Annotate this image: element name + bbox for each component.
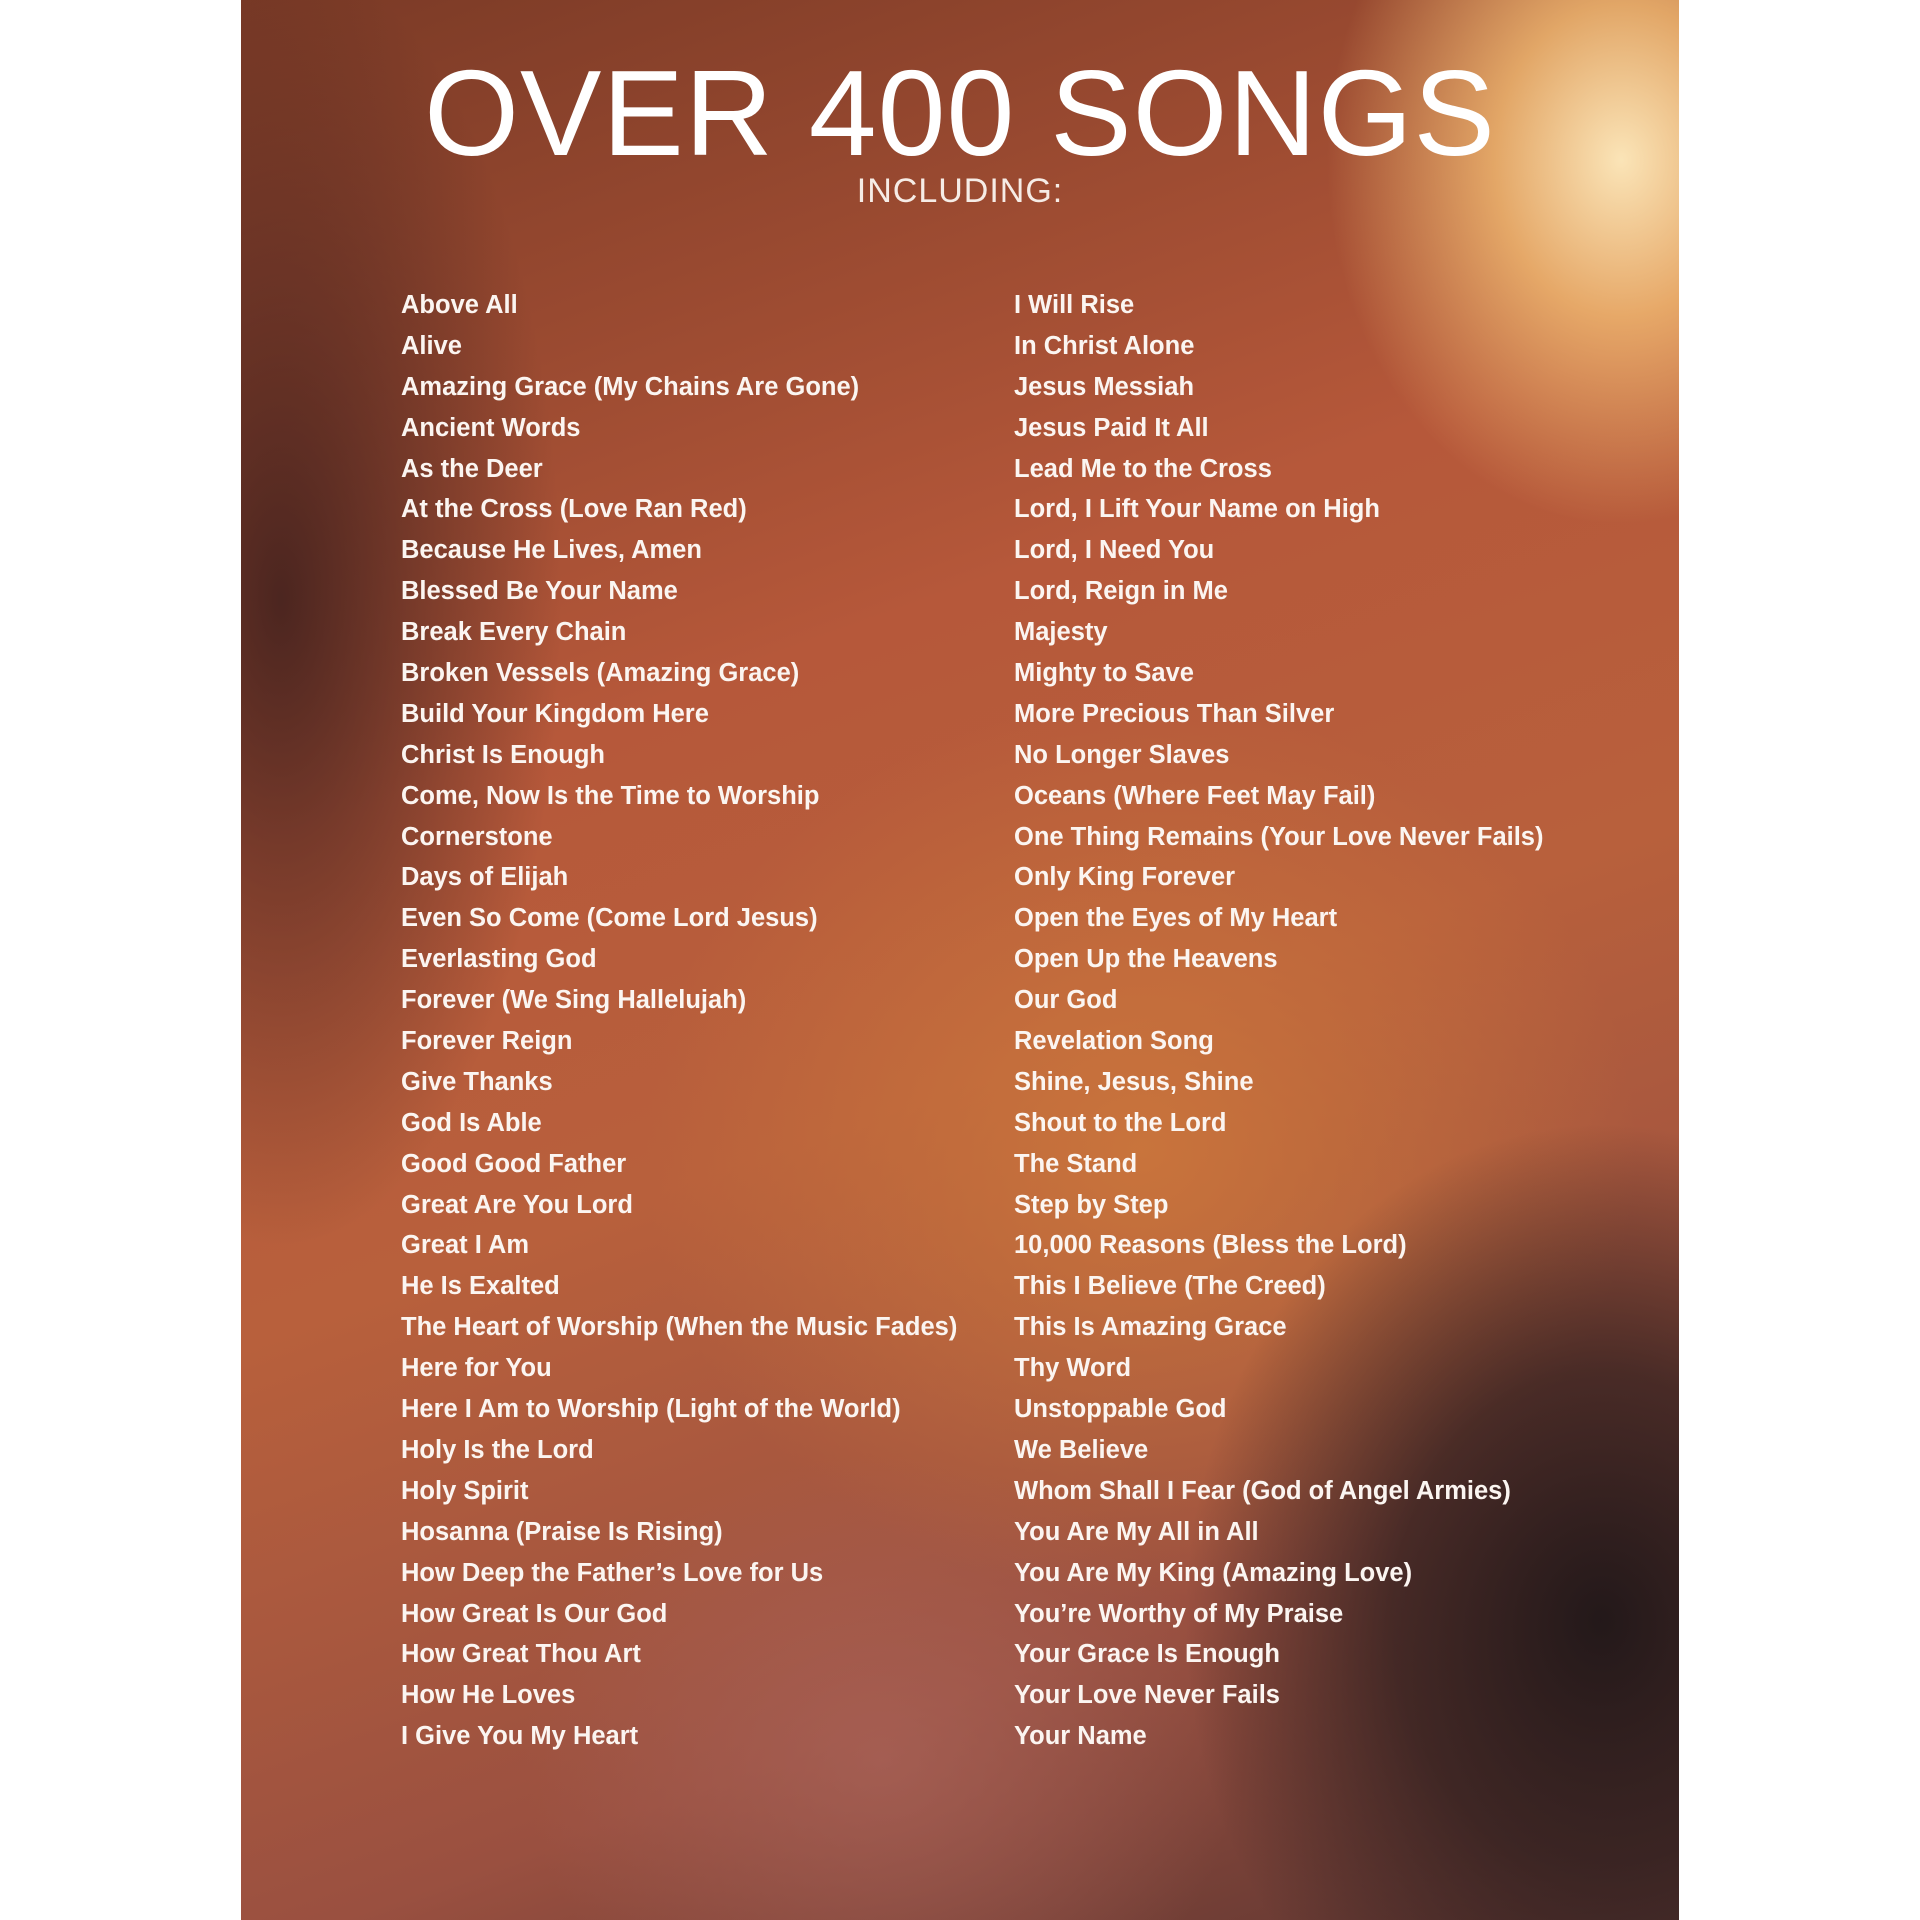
song-title: Break Every Chain (401, 618, 627, 647)
song-title: Christ Is Enough (401, 740, 605, 769)
song-list-page (241, 0, 1679, 1920)
song-title: Majesty (1014, 618, 1108, 647)
song-title: This Is Amazing Grace (1014, 1313, 1287, 1342)
song-title: Above All (401, 291, 518, 319)
song-title: Broken Vessels (Amazing Grace) (401, 659, 800, 688)
song-title: I Give You My Heart (401, 1722, 639, 1751)
page-title: OVER 400 SONGS (424, 45, 1496, 181)
song-title: Shine, Jesus, Shine (1014, 1067, 1254, 1096)
song-title: As the Deer (401, 454, 543, 483)
song-title: Your Grace Is Enough (1014, 1640, 1280, 1669)
song-title: At the Cross (Love Ran Red) (401, 495, 747, 524)
song-title: Lord, I Need You (1014, 536, 1215, 565)
song-title: Days of Elijah (401, 863, 569, 892)
song-title: Hosanna (Praise Is Rising) (401, 1517, 723, 1546)
song-title: More Precious Than Silver (1014, 699, 1335, 728)
song-title: God Is Able (401, 1108, 542, 1137)
song-title: How Great Is Our God (401, 1599, 668, 1628)
song-title: Holy Is the Lord (401, 1435, 594, 1464)
page-subtitle: INCLUDING: (856, 172, 1064, 210)
song-title: Your Name (1014, 1722, 1147, 1751)
song-title: Revelation Song (1014, 1027, 1214, 1056)
song-title: Because He Lives, Amen (401, 536, 702, 565)
song-title: One Thing Remains (Your Love Never Fails) (1014, 822, 1544, 851)
song-title: You Are My King (Amazing Love) (1014, 1558, 1413, 1587)
song-title: Blessed Be Your Name (401, 577, 678, 606)
song-title: How Deep the Father’s Love for Us (401, 1558, 824, 1587)
song-title: Open Up the Heavens (1014, 945, 1278, 974)
song-title: Ancient Words (401, 413, 581, 442)
song-title: Unstoppable God (1014, 1395, 1227, 1424)
song-title: Alive (401, 331, 462, 360)
song-title: This I Believe (The Creed) (1014, 1272, 1326, 1301)
song-title: Jesus Messiah (1014, 372, 1195, 401)
song-title: Your Love Never Fails (1014, 1681, 1280, 1710)
song-title: Our God (1014, 986, 1118, 1015)
song-title: Even So Come (Come Lord Jesus) (401, 904, 818, 933)
song-title: We Believe (1014, 1435, 1149, 1464)
song-title: Everlasting God (401, 945, 597, 974)
song-title: How Great Thou Art (401, 1640, 641, 1669)
song-title: Only King Forever (1014, 863, 1236, 892)
song-title: Give Thanks (401, 1067, 553, 1096)
song-title: Jesus Paid It All (1014, 413, 1209, 442)
song-title: Cornerstone (401, 822, 553, 851)
song-title: I Will Rise (1014, 291, 1135, 319)
song-title: Mighty to Save (1014, 659, 1194, 688)
song-title: Forever Reign (401, 1027, 573, 1056)
song-title: Lord, Reign in Me (1014, 577, 1228, 606)
song-title: The Heart of Worship (When the Music Fades) (401, 1313, 958, 1342)
song-title: Forever (We Sing Hallelujah) (401, 986, 747, 1015)
song-title: He Is Exalted (401, 1272, 560, 1301)
song-title: Here I Am to Worship (Light of the World) (401, 1395, 901, 1424)
song-list-left-column (401, 285, 957, 1757)
song-title: No Longer Slaves (1014, 740, 1230, 769)
song-title: Lord, I Lift Your Name on High (1014, 495, 1380, 524)
song-title: Holy Spirit (401, 1476, 529, 1505)
song-title: 10,000 Reasons (Bless the Lord) (1014, 1231, 1407, 1260)
song-title: Great I Am (401, 1231, 530, 1260)
song-title: Good Good Father (401, 1149, 627, 1178)
song-title: How He Loves (401, 1681, 576, 1710)
song-title: You’re Worthy of My Praise (1014, 1599, 1344, 1628)
song-title: The Stand (1014, 1149, 1138, 1178)
song-title: In Christ Alone (1014, 331, 1195, 360)
song-title: Great Are You Lord (401, 1190, 633, 1219)
song-title: Build Your Kingdom Here (401, 699, 709, 728)
song-title: Come, Now Is the Time to Worship (401, 781, 820, 810)
song-title: Thy Word (1014, 1354, 1132, 1383)
song-title: Oceans (Where Feet May Fail) (1014, 781, 1376, 810)
song-title: Shout to the Lord (1014, 1108, 1227, 1137)
song-title: Lead Me to the Cross (1014, 454, 1272, 483)
song-title: Open the Eyes of My Heart (1014, 904, 1338, 933)
song-title: Step by Step (1014, 1190, 1169, 1219)
song-list-right-column (1014, 285, 1543, 1757)
song-title: You Are My All in All (1014, 1517, 1259, 1546)
song-title: Whom Shall I Fear (God of Angel Armies) (1014, 1476, 1511, 1505)
song-title: Here for You (401, 1354, 552, 1383)
song-title: Amazing Grace (My Chains Are Gone) (401, 372, 860, 401)
